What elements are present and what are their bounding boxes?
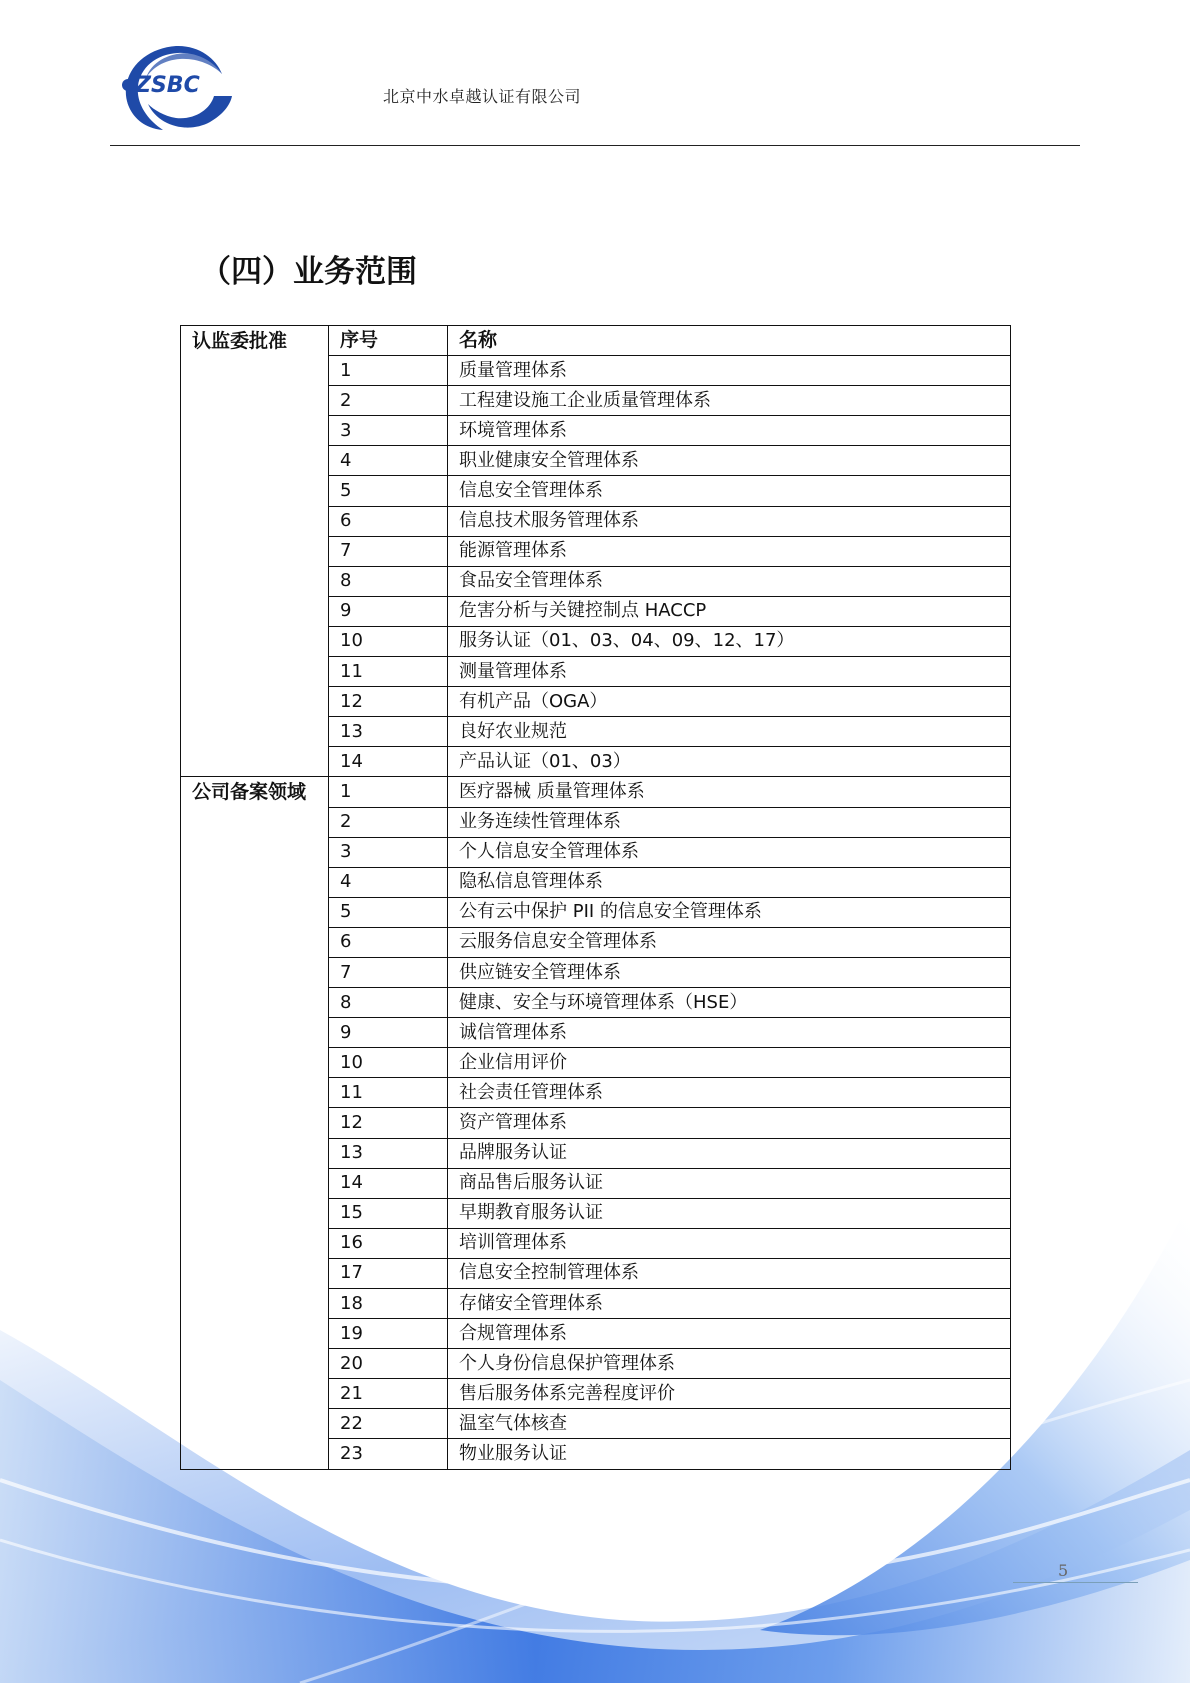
group-label-cnca-approved: 认监委批准 (181, 326, 329, 777)
row-name-cell: 诚信管理体系 (448, 1018, 1011, 1048)
row-name-cell: 危害分析与关键控制点 HACCP (448, 596, 1011, 626)
row-name-cell: 有机产品（OGA） (448, 687, 1011, 717)
row-name-cell: 健康、安全与环境管理体系（HSE） (448, 988, 1011, 1018)
row-name-cell: 个人信息安全管理体系 (448, 837, 1011, 867)
row-name-cell: 商品售后服务认证 (448, 1168, 1011, 1198)
row-number-cell: 11 (329, 1078, 448, 1108)
page-number-underline (1013, 1582, 1138, 1583)
column-header-number: 序号 (329, 326, 448, 356)
row-name-cell: 信息安全管理体系 (448, 476, 1011, 506)
row-name-cell: 良好农业规范 (448, 717, 1011, 747)
row-number-cell: 10 (329, 626, 448, 656)
header-divider (110, 145, 1080, 146)
section-title: （四）业务范围 (200, 254, 417, 290)
row-number-cell: 22 (329, 1409, 448, 1439)
row-name-cell: 医疗器械 质量管理体系 (448, 777, 1011, 807)
row-name-cell: 品牌服务认证 (448, 1138, 1011, 1168)
company-name: 北京中水卓越认证有限公司 (383, 87, 582, 106)
row-number-cell: 6 (329, 927, 448, 957)
row-name-cell: 云服务信息安全管理体系 (448, 927, 1011, 957)
row-number-cell: 8 (329, 566, 448, 596)
table-row (181, 777, 1011, 807)
row-name-cell: 能源管理体系 (448, 536, 1011, 566)
row-name-cell: 售后服务体系完善程度评价 (448, 1379, 1011, 1409)
row-name-cell: 信息安全控制管理体系 (448, 1258, 1011, 1288)
row-name-cell: 早期教育服务认证 (448, 1198, 1011, 1228)
row-number-cell: 8 (329, 988, 448, 1018)
row-number-cell: 13 (329, 717, 448, 747)
row-number-cell: 4 (329, 867, 448, 897)
row-name-cell: 供应链安全管理体系 (448, 957, 1011, 987)
row-name-cell: 企业信用评价 (448, 1048, 1011, 1078)
svg-text:ZSBC: ZSBC (135, 73, 200, 98)
row-number-cell: 11 (329, 657, 448, 687)
row-name-cell: 隐私信息管理体系 (448, 867, 1011, 897)
row-number-cell: 3 (329, 416, 448, 446)
row-number-cell: 15 (329, 1198, 448, 1228)
group-label-company-registered: 公司备案领域 (181, 777, 329, 1469)
row-number-cell: 23 (329, 1439, 448, 1469)
row-name-cell: 温室气体核查 (448, 1409, 1011, 1439)
row-number-cell: 4 (329, 446, 448, 476)
row-number-cell: 19 (329, 1319, 448, 1349)
row-number-cell: 1 (329, 356, 448, 386)
row-number-cell: 21 (329, 1379, 448, 1409)
row-name-cell: 存储安全管理体系 (448, 1289, 1011, 1319)
row-number-cell: 14 (329, 747, 448, 777)
row-number-cell: 3 (329, 837, 448, 867)
column-header-name: 名称 (448, 326, 1011, 356)
row-number-cell: 6 (329, 506, 448, 536)
row-number-cell: 7 (329, 957, 448, 987)
row-name-cell: 质量管理体系 (448, 356, 1011, 386)
row-name-cell: 培训管理体系 (448, 1228, 1011, 1258)
row-number-cell: 12 (329, 687, 448, 717)
page-number: 5 (1058, 1561, 1069, 1580)
row-number-cell: 7 (329, 536, 448, 566)
row-number-cell: 9 (329, 596, 448, 626)
row-number-cell: 14 (329, 1168, 448, 1198)
row-name-cell: 产品认证（01、03） (448, 747, 1011, 777)
business-scope-table (180, 325, 1011, 1470)
row-name-cell: 环境管理体系 (448, 416, 1011, 446)
row-number-cell: 17 (329, 1258, 448, 1288)
row-name-cell: 资产管理体系 (448, 1108, 1011, 1138)
row-number-cell: 13 (329, 1138, 448, 1168)
row-number-cell: 10 (329, 1048, 448, 1078)
row-number-cell: 2 (329, 807, 448, 837)
row-number-cell: 18 (329, 1289, 448, 1319)
zsbc-logo (118, 38, 243, 138)
row-name-cell: 物业服务认证 (448, 1439, 1011, 1469)
table-header-row (181, 326, 1011, 356)
row-name-cell: 服务认证（01、03、04、09、12、17） (448, 626, 1011, 656)
row-number-cell: 5 (329, 897, 448, 927)
row-name-cell: 个人身份信息保护管理体系 (448, 1349, 1011, 1379)
row-number-cell: 12 (329, 1108, 448, 1138)
row-name-cell: 业务连续性管理体系 (448, 807, 1011, 837)
row-number-cell: 2 (329, 386, 448, 416)
row-name-cell: 测量管理体系 (448, 657, 1011, 687)
row-number-cell: 5 (329, 476, 448, 506)
row-number-cell: 9 (329, 1018, 448, 1048)
row-number-cell: 20 (329, 1349, 448, 1379)
row-name-cell: 工程建设施工企业质量管理体系 (448, 386, 1011, 416)
row-name-cell: 社会责任管理体系 (448, 1078, 1011, 1108)
row-name-cell: 职业健康安全管理体系 (448, 446, 1011, 476)
row-name-cell: 合规管理体系 (448, 1319, 1011, 1349)
row-name-cell: 公有云中保护 PII 的信息安全管理体系 (448, 897, 1011, 927)
row-name-cell: 信息技术服务管理体系 (448, 506, 1011, 536)
row-number-cell: 16 (329, 1228, 448, 1258)
row-number-cell: 1 (329, 777, 448, 807)
row-name-cell: 食品安全管理体系 (448, 566, 1011, 596)
